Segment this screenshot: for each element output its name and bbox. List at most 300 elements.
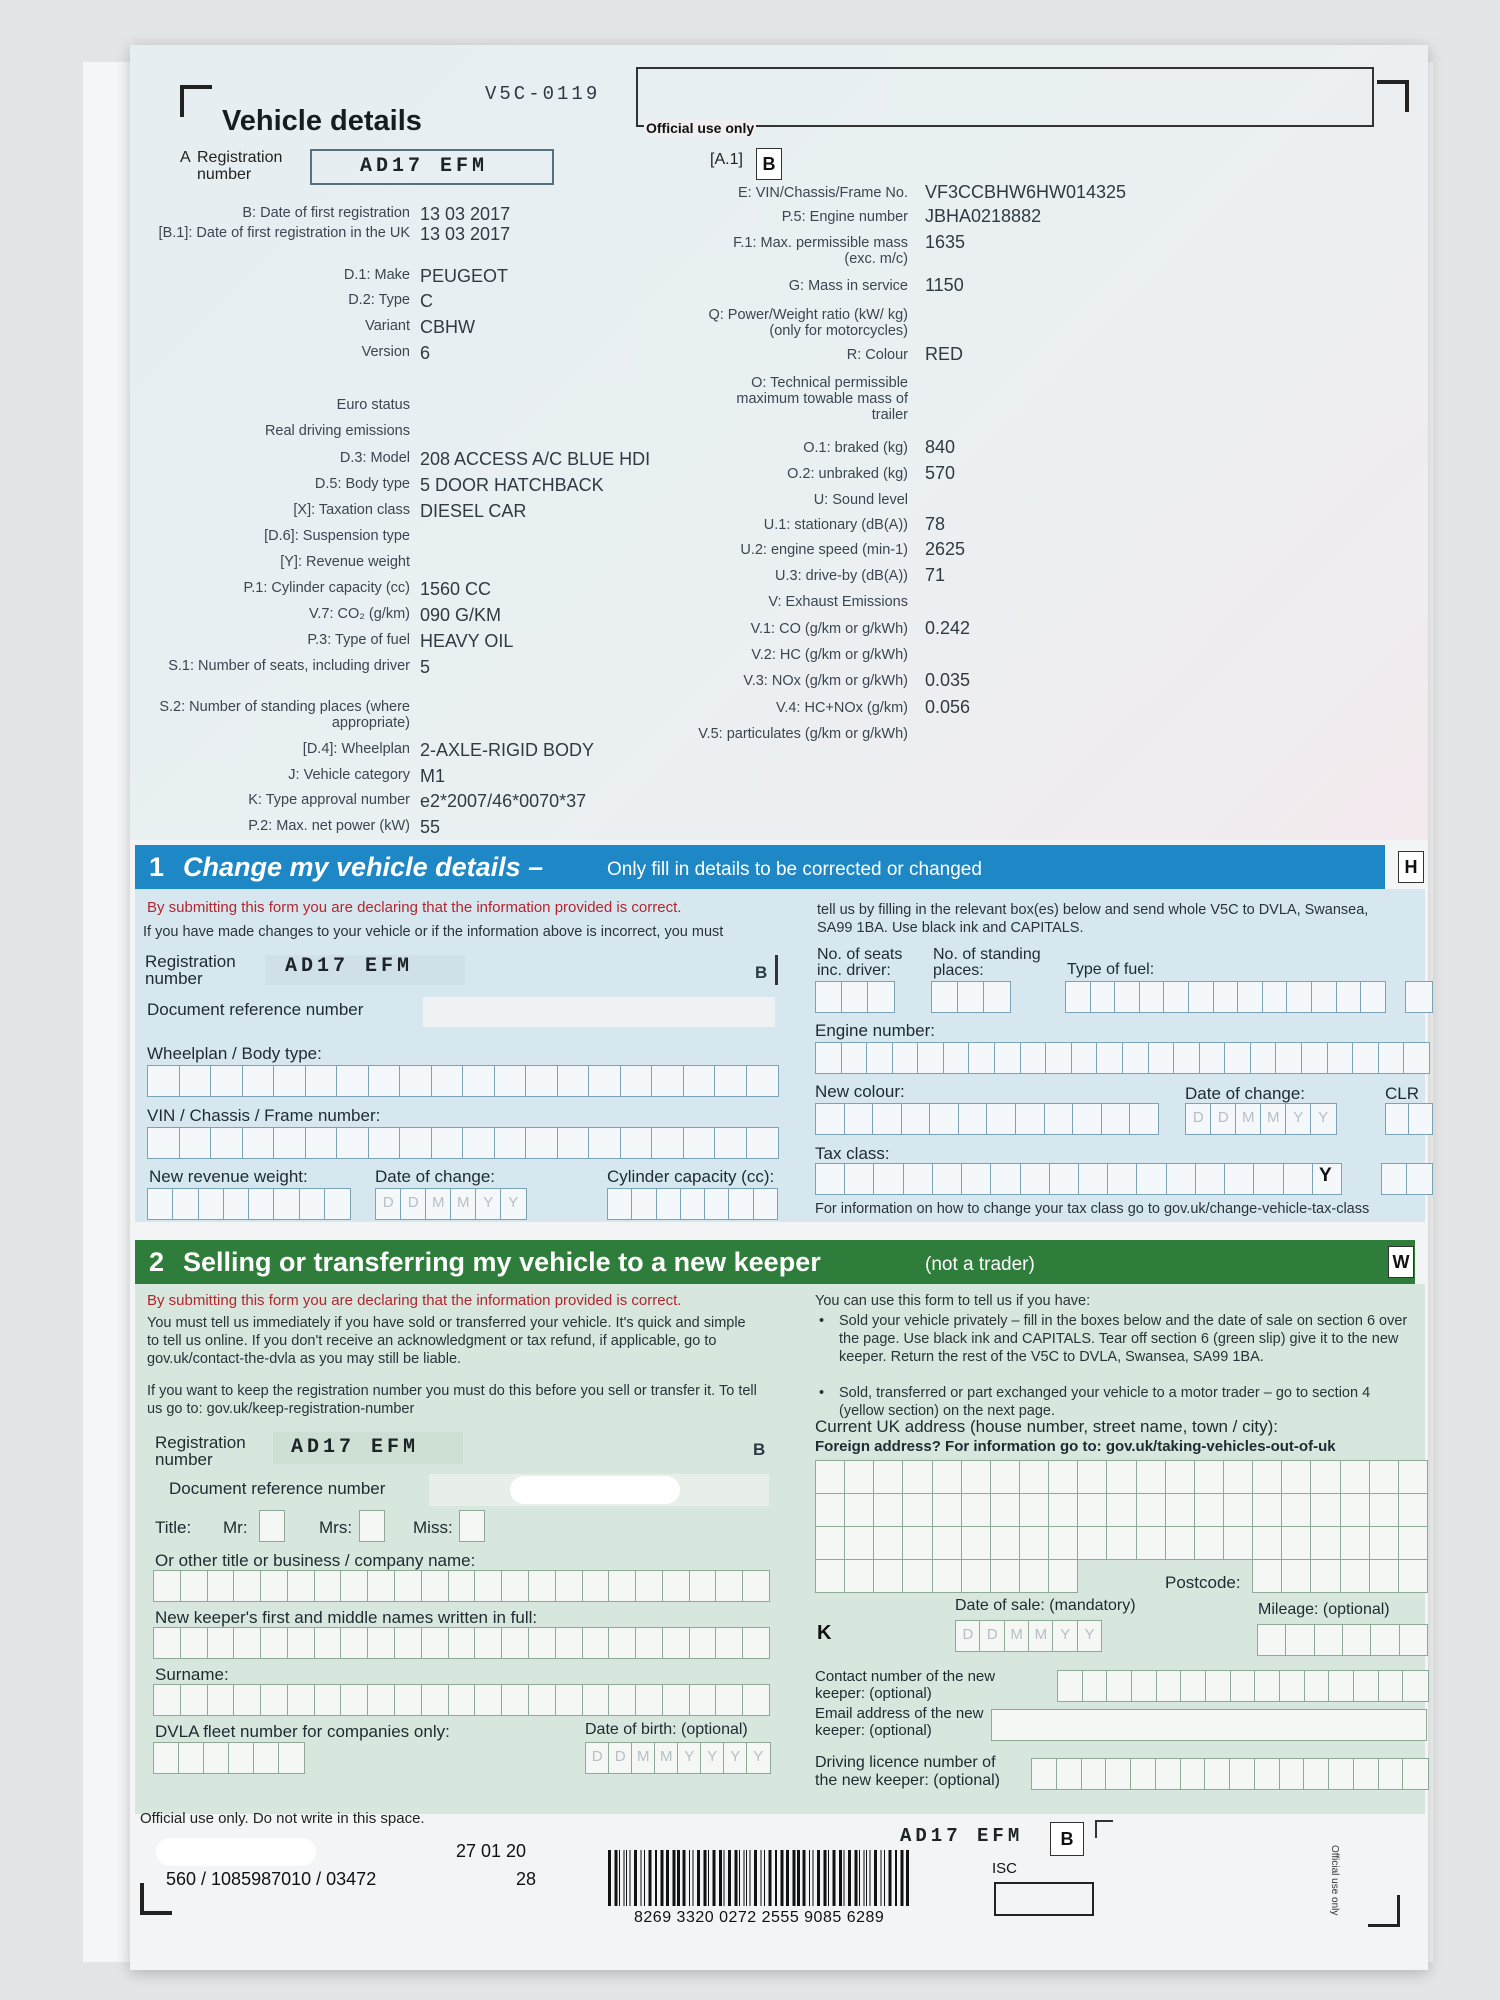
address-box[interactable] [1106, 1460, 1136, 1494]
footer-reg: AD17 EFM [900, 1825, 1024, 1847]
barcode-bar [844, 1850, 845, 1906]
tax-info: For information on how to change your tax class go to gov.uk/change-vehicle-tax-class [815, 1201, 1370, 1217]
email-label: Email address of the new keeper: (optional) [815, 1705, 984, 1739]
left-detail-label: [B.1]: Date of first registration in the UK [158, 225, 410, 241]
address-box[interactable] [961, 1526, 991, 1560]
side-official: Official use only [1329, 1845, 1340, 1916]
address-box[interactable] [990, 1460, 1020, 1494]
barcode-bar [619, 1850, 620, 1906]
sale-date-input[interactable] [955, 1620, 1101, 1652]
address-box[interactable] [1048, 1526, 1078, 1560]
address-box[interactable] [1077, 1460, 1107, 1494]
address-box[interactable] [1136, 1526, 1166, 1560]
barcode-bar [786, 1850, 789, 1906]
address-box[interactable] [1048, 1493, 1078, 1527]
clr-input[interactable] [1385, 1103, 1431, 1135]
address-box[interactable] [1398, 1526, 1428, 1560]
address-box[interactable] [1281, 1526, 1311, 1560]
address-box[interactable] [844, 1493, 874, 1527]
left-detail-label: P.1: Cylinder capacity (cc) [243, 580, 410, 596]
date-box[interactable]: M [654, 1742, 679, 1774]
left-detail-label: S.2: Number of standing places (where appropriate) [159, 699, 410, 731]
v5c-document [130, 45, 1428, 1970]
right-detail-value: JBHA0218882 [925, 206, 1042, 226]
right-detail-value: 0.242 [925, 618, 971, 638]
barcode-bar [884, 1850, 885, 1906]
address-box[interactable] [902, 1493, 932, 1527]
address-box[interactable] [815, 1559, 845, 1593]
other-title-input[interactable] [153, 1570, 769, 1602]
address-box[interactable] [932, 1559, 962, 1593]
date-box[interactable]: M [1028, 1620, 1054, 1652]
barcode-bar [608, 1850, 611, 1906]
revenue-weight-label: New revenue weight: [149, 1167, 308, 1186]
date-box[interactable]: M [1260, 1103, 1287, 1135]
date-box[interactable]: D [400, 1188, 427, 1220]
barcode-bar [641, 1850, 642, 1906]
barcode-bar [866, 1850, 867, 1906]
barcode-bar [901, 1850, 904, 1906]
date-box[interactable]: Y [1310, 1103, 1337, 1135]
address-box[interactable] [873, 1460, 903, 1494]
section2-para1: You must tell us immediately if you have sold or transferred your vehicle. It's quick and simple to tell us online. If you don't receive an acknowledgment or tax refund, if applicable, go to gov.uk/contact-the-dvla as you may still be liable. [147, 1315, 746, 1367]
tax-code-input[interactable] [1381, 1163, 1431, 1195]
address-box[interactable] [1369, 1460, 1399, 1494]
foreign-label: Foreign address? For information go to: gov.uk/taking-vehicles-out-of-uk [815, 1438, 1336, 1455]
barcode-bar [724, 1850, 725, 1906]
address-box[interactable] [1194, 1460, 1224, 1494]
address-box[interactable] [1019, 1460, 1049, 1494]
address-box[interactable] [1194, 1526, 1224, 1560]
barcode-bar [739, 1850, 740, 1906]
address-box[interactable] [961, 1559, 991, 1593]
address-box[interactable] [1310, 1493, 1340, 1527]
address-box[interactable] [1252, 1559, 1282, 1593]
s1-reg-badge: B [755, 963, 768, 982]
barcode-bar [895, 1850, 897, 1906]
address-box[interactable] [990, 1493, 1020, 1527]
left-detail-value: 5 [420, 657, 431, 677]
date-box[interactable]: D [1210, 1103, 1237, 1135]
address-box[interactable] [844, 1559, 874, 1593]
names-input[interactable] [153, 1627, 769, 1659]
right-detail-value: 1150 [925, 275, 964, 295]
other-title-label: Or other title or business / company name: [155, 1551, 476, 1570]
barcode-bar [735, 1850, 738, 1906]
footer-redaction [156, 1838, 316, 1866]
barcode-bar [683, 1850, 686, 1906]
barcode-bar [661, 1850, 664, 1906]
barcode-bar [874, 1850, 877, 1906]
seats-input[interactable] [815, 981, 893, 1013]
address-box[interactable] [1398, 1559, 1428, 1593]
address-grid[interactable] [815, 1460, 1427, 1592]
address-box[interactable] [1340, 1460, 1370, 1494]
engine-input[interactable] [815, 1042, 1429, 1074]
miss-checkbox[interactable] [459, 1510, 483, 1542]
barcode-bar [708, 1850, 709, 1906]
left-detail-value: 5 DOOR HATCHBACK [420, 475, 604, 495]
barcode-bar [713, 1850, 716, 1906]
right-detail-label: V.5: particulates (g/km or g/kWh) [698, 726, 908, 742]
date-change-input-2[interactable] [1185, 1103, 1335, 1135]
footer-ref: 560 / 1085987010 / 03472 [166, 1869, 377, 1889]
barcode-bar [704, 1850, 707, 1906]
barcode-bar [797, 1850, 800, 1906]
s2-reg-badge: B [753, 1440, 766, 1459]
section2-header [135, 1240, 1415, 1284]
colour-label: New colour: [815, 1082, 905, 1101]
address-box[interactable] [844, 1460, 874, 1494]
address-box[interactable] [815, 1526, 845, 1560]
wheelplan-input[interactable] [147, 1065, 777, 1097]
reg-value: AD17 EFM [310, 149, 554, 185]
date-box[interactable]: M [1004, 1620, 1030, 1652]
address-box[interactable] [1106, 1526, 1136, 1560]
date-box[interactable]: D [1185, 1103, 1212, 1135]
barcode-bar [839, 1850, 842, 1906]
doc-ref-field[interactable] [423, 997, 775, 1027]
address-box[interactable] [1281, 1460, 1311, 1494]
barcode-bar [813, 1850, 814, 1906]
section2-badge: W [1388, 1246, 1414, 1278]
left-detail-value: 13 03 2017 [420, 204, 511, 224]
address-box[interactable] [1369, 1559, 1399, 1593]
barcode-bar [889, 1850, 892, 1906]
date-box[interactable]: Y [746, 1742, 771, 1774]
address-box[interactable] [1223, 1526, 1253, 1560]
address-box[interactable] [1019, 1559, 1049, 1593]
left-detail-label: Real driving emissions [264, 423, 410, 439]
licence-input[interactable] [1031, 1758, 1427, 1790]
licence-label: Driving licence number of the new keeper: (optional) [815, 1754, 1000, 1789]
official-use-box [636, 67, 1374, 127]
address-box[interactable] [1281, 1559, 1311, 1593]
address-box[interactable] [1310, 1526, 1340, 1560]
address-box[interactable] [1252, 1526, 1282, 1560]
standing-input[interactable] [931, 981, 1009, 1013]
address-box[interactable] [932, 1460, 962, 1494]
address-box[interactable] [1136, 1460, 1166, 1494]
address-box[interactable] [873, 1559, 903, 1593]
seats-label: No. of seats inc. driver: [817, 946, 903, 979]
reg-letter: A [180, 149, 191, 166]
email-input[interactable] [991, 1709, 1427, 1741]
address-box[interactable] [932, 1526, 962, 1560]
tax-suffix: Y [1319, 1165, 1332, 1186]
tax-label: Tax class: [815, 1144, 890, 1163]
colour-input[interactable] [815, 1103, 1158, 1135]
address-box[interactable] [1165, 1526, 1195, 1560]
fleet-label: DVLA fleet number for companies only: [155, 1722, 450, 1741]
address-box[interactable] [1136, 1493, 1166, 1527]
section2-subtitle: (not a trader) [925, 1254, 1035, 1275]
right-detail-label: F.1: Max. permissible mass (exc. m/c) [733, 235, 908, 267]
footer-badge: B [1050, 1822, 1084, 1856]
address-box[interactable] [961, 1460, 991, 1494]
barcode-bar [764, 1850, 765, 1906]
contact-label: Contact number of the new keeper: (optional) [815, 1668, 996, 1702]
s1-reg-value: AD17 EFM [265, 955, 465, 985]
right-detail-value: 0.056 [925, 697, 971, 717]
corner-mark [180, 85, 212, 117]
address-box[interactable] [1194, 1493, 1224, 1527]
address-box[interactable] [902, 1559, 932, 1593]
barcode-bar [824, 1850, 827, 1906]
vehicle-details-title: Vehicle details [222, 105, 422, 137]
address-box[interactable] [1398, 1460, 1428, 1494]
date-box[interactable]: M [1235, 1103, 1262, 1135]
left-detail-value: HEAVY OIL [420, 631, 514, 651]
address-box[interactable] [1340, 1526, 1370, 1560]
left-detail-label: [Y]: Revenue weight [280, 554, 410, 570]
barcode-bar [855, 1850, 858, 1906]
barcode-bar [624, 1850, 625, 1906]
section2-bullet1: • Sold your vehicle privately – fill in the boxes below and the date of sale on section 6 over the page. Use black ink and CAPITALS. Tear off section 6 (green slip) give it to the new keeper. Return the rest of the V5C to DVLA, Swansea, SA99 1BA. [819, 1313, 1408, 1365]
date-box[interactable]: Y [1077, 1620, 1103, 1652]
section2-title: Selling or transferring my vehicle to a new keeper [183, 1247, 821, 1277]
address-box[interactable] [1310, 1559, 1340, 1593]
s2-doc-ref-label: Document reference number [169, 1479, 386, 1498]
barcode-bar [848, 1850, 851, 1906]
address-box[interactable] [1252, 1493, 1282, 1527]
surname-input[interactable] [153, 1684, 769, 1716]
barcode-bar [761, 1850, 762, 1906]
barcode-bar [803, 1850, 806, 1906]
right-detail-value: 2625 [925, 539, 966, 559]
mrs-checkbox[interactable] [359, 1510, 383, 1542]
isc-box[interactable] [994, 1882, 1094, 1916]
standing-label: No. of standing places: [933, 946, 1041, 979]
mileage-label: Mileage: (optional) [1258, 1601, 1390, 1618]
barcode-bar [649, 1850, 652, 1906]
footer-date: 27 01 20 [456, 1841, 527, 1861]
section1-header [135, 845, 1385, 889]
right-detail-label: V: Exhaust Emissions [768, 594, 908, 610]
barcode-bar [864, 1850, 865, 1906]
date-change-input[interactable] [375, 1188, 525, 1220]
sale-date-label: Date of sale: (mandatory) [955, 1597, 1136, 1614]
date-box[interactable]: Y [723, 1742, 748, 1774]
right-detail-label: E: VIN/Chassis/Frame No. [737, 185, 908, 201]
address-box[interactable] [1077, 1526, 1107, 1560]
cylinder-label: Cylinder capacity (cc): [607, 1167, 775, 1186]
form-code: V5C-0119 [485, 83, 601, 105]
fuel-input[interactable] [1065, 981, 1385, 1013]
right-detail-label: V.1: CO (g/km or g/kWh) [750, 621, 908, 637]
cylinder-input[interactable] [607, 1188, 777, 1220]
right-detail-label: Q: Power/Weight ratio (kW/ kg) (only for motorcycles) [708, 307, 908, 339]
address-box[interactable] [902, 1526, 932, 1560]
date-box[interactable]: M [425, 1188, 452, 1220]
wheelplan-label: Wheelplan / Body type: [147, 1044, 322, 1063]
barcode-bar [655, 1850, 657, 1906]
date-box[interactable]: Y [1052, 1620, 1078, 1652]
address-box[interactable] [1106, 1493, 1136, 1527]
address-box[interactable] [815, 1493, 845, 1527]
fleet-input[interactable] [153, 1742, 303, 1774]
engine-label: Engine number: [815, 1021, 936, 1040]
barcode-bar [626, 1850, 627, 1906]
left-detail-value: 208 ACCESS A/C BLUE HDI [420, 449, 651, 469]
left-detail-label: [D.6]: Suspension type [264, 528, 410, 544]
address-box[interactable] [1048, 1460, 1078, 1494]
address-box[interactable] [1340, 1493, 1370, 1527]
reg-ref: [A.1] [710, 151, 743, 168]
left-detail-value: PEUGEOT [420, 266, 509, 286]
section2-para2: If you want to keep the registration number you must do this before you sell or transfer it. To tell us go to: gov.uk/keep-registration-number [147, 1383, 757, 1417]
right-detail-label: P.5: Engine number [781, 209, 908, 225]
address-box[interactable] [1398, 1493, 1428, 1527]
left-detail-label: S.1: Number of seats, including driver [168, 658, 410, 674]
section1-panel [135, 889, 1425, 1222]
left-detail-value: 2-AXLE-RIGID BODY [420, 740, 595, 760]
mr-checkbox[interactable] [259, 1510, 283, 1542]
right-detail-label: O.2: unbraked (kg) [787, 466, 908, 482]
vin-label: VIN / Chassis / Frame number: [147, 1106, 381, 1125]
section2-number: 2 [149, 1247, 165, 1277]
date-box[interactable]: M [450, 1188, 477, 1220]
right-detail-label: U: Sound level [813, 492, 908, 508]
postcode-label: Postcode: [1165, 1573, 1241, 1592]
surname-label: Surname: [155, 1665, 229, 1684]
barcode-bar [754, 1850, 757, 1906]
corner-mark [140, 1883, 172, 1915]
left-detail-label: K: Type approval number [248, 792, 410, 808]
address-box[interactable] [1340, 1559, 1370, 1593]
address-box[interactable] [1369, 1493, 1399, 1527]
barcode-bar [870, 1850, 871, 1906]
dob-label: Date of birth: (optional) [585, 1721, 748, 1738]
address-box[interactable] [1281, 1493, 1311, 1527]
address-box[interactable] [815, 1460, 845, 1494]
address-box[interactable] [873, 1526, 903, 1560]
left-detail-label: P.3: Type of fuel [307, 632, 410, 648]
corner-mark [1377, 80, 1409, 112]
footer-official: Official use only. Do not write in this space. [140, 1810, 425, 1827]
barcode-bar [746, 1850, 747, 1906]
left-detail-label: Variant [365, 318, 410, 334]
left-detail-label: P.2: Max. net power (kW) [248, 818, 410, 834]
barcode-bar [775, 1850, 777, 1906]
tax-input[interactable] [815, 1163, 1341, 1195]
date-box[interactable]: D [979, 1620, 1005, 1652]
address-box[interactable] [1048, 1559, 1078, 1593]
date-change-label-2: Date of change: [1185, 1084, 1306, 1103]
right-detail-value: 78 [925, 514, 946, 534]
s1-reg-label: Registration number [145, 952, 236, 988]
address-box[interactable] [1252, 1460, 1282, 1494]
address-box[interactable] [961, 1493, 991, 1527]
miss-label: Miss: [413, 1518, 453, 1537]
address-box[interactable] [932, 1493, 962, 1527]
date-box[interactable]: Y [1285, 1103, 1312, 1135]
address-box[interactable] [1310, 1460, 1340, 1494]
left-detail-label: J: Vehicle category [288, 767, 410, 783]
doc-ref-label: Document reference number [147, 1000, 364, 1019]
address-box[interactable] [1165, 1460, 1195, 1494]
section1-badge: H [1398, 851, 1424, 883]
address-box[interactable] [1369, 1526, 1399, 1560]
date-box[interactable]: D [955, 1620, 981, 1652]
date-box[interactable]: Y [500, 1188, 527, 1220]
date-box[interactable]: Y [677, 1742, 702, 1774]
address-box[interactable] [990, 1559, 1020, 1593]
official-use-label: Official use only [646, 120, 755, 136]
address-box[interactable] [844, 1526, 874, 1560]
dob-input[interactable] [585, 1742, 769, 1774]
left-detail-value: M1 [420, 766, 446, 786]
k-label: K [817, 1622, 832, 1644]
section2-bullet2: • Sold, transferred or part exchanged your vehicle to a motor trader – go to section 4 (yellow section) on the next page. [819, 1385, 1371, 1419]
left-detail-label: V.7: CO₂ (g/km) [309, 606, 410, 622]
corner-mark [1368, 1895, 1400, 1927]
left-detail-value: 55 [420, 817, 441, 837]
address-box[interactable] [990, 1526, 1020, 1560]
address-box[interactable] [1165, 1493, 1195, 1527]
mileage-input[interactable] [1257, 1624, 1427, 1656]
right-detail-label: V.3: NOx (g/km or g/kWh) [743, 673, 908, 689]
left-detail-value: 1560 CC [420, 579, 492, 599]
vin-input[interactable] [147, 1127, 777, 1159]
date-change-label: Date of change: [375, 1167, 496, 1186]
date-box[interactable]: Y [475, 1188, 502, 1220]
barcode-bar [881, 1850, 882, 1906]
date-box[interactable]: Y [700, 1742, 725, 1774]
barcode-bar [906, 1850, 909, 1906]
footer-num: 28 [516, 1869, 537, 1889]
address-box[interactable] [873, 1493, 903, 1527]
section1-intro-left: If you have made changes to your vehicle or if the information above is incorrect, you must [143, 924, 724, 940]
redaction [510, 1476, 680, 1504]
barcode-bar [781, 1850, 784, 1906]
address-box[interactable] [1019, 1493, 1049, 1527]
right-detail-value: 0.035 [925, 670, 971, 690]
date-box[interactable]: M [631, 1742, 656, 1774]
address-box[interactable] [1223, 1493, 1253, 1527]
left-detail-label: D.5: Body type [314, 476, 410, 492]
right-detail-value: 71 [925, 565, 946, 585]
date-box[interactable]: D [608, 1742, 633, 1774]
barcode-bar [689, 1850, 690, 1906]
address-box[interactable] [1223, 1460, 1253, 1494]
s2-reg-label: Registration number [155, 1433, 246, 1469]
barcode-bar [634, 1850, 637, 1906]
barcode-bar [697, 1850, 700, 1906]
fuel-code-input[interactable] [1405, 981, 1431, 1013]
section2-right-intro: You can use this form to tell us if you have: [815, 1293, 1091, 1309]
right-detail-label: V.2: HC (g/km or g/kWh) [751, 647, 908, 663]
left-detail-label: D.2: Type [348, 292, 410, 308]
mrs-label: Mrs: [319, 1518, 353, 1537]
reg-badge: B [756, 148, 782, 180]
date-box[interactable]: D [375, 1188, 402, 1220]
barcode-bar [809, 1850, 810, 1906]
right-detail-value: 570 [925, 463, 956, 483]
left-detail-value: 6 [420, 343, 431, 363]
barcode-bar [693, 1850, 694, 1906]
address-box[interactable] [1019, 1526, 1049, 1560]
revenue-weight-input[interactable] [147, 1188, 349, 1220]
barcode-bar [833, 1850, 836, 1906]
contact-input[interactable] [1057, 1670, 1427, 1702]
barcode-bar [744, 1850, 745, 1906]
barcode-bar [750, 1850, 751, 1906]
address-box[interactable] [1077, 1493, 1107, 1527]
section1-declaration: By submitting this form you are declaring that the information provided is correct. [147, 899, 682, 916]
address-box[interactable] [902, 1460, 932, 1494]
date-box[interactable]: D [585, 1742, 610, 1774]
